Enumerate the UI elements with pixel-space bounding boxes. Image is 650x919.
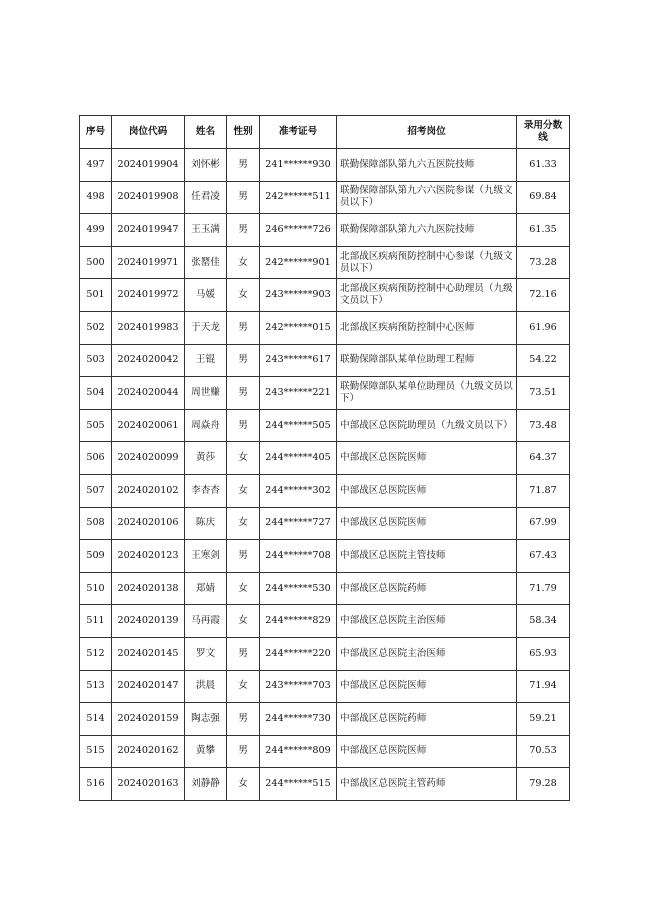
table-body (80, 149, 570, 801)
cell-position: 北部战区疾病预防控制中心参谋（九级文员以下） (337, 246, 517, 279)
cell-index: 500 (80, 246, 112, 279)
cell-post-code: 2024020159 (112, 703, 185, 736)
cell-gender: 男 (227, 735, 260, 768)
table-row (80, 507, 570, 540)
cell-gender: 女 (227, 246, 260, 279)
cell-index: 507 (80, 474, 112, 507)
cell-index: 514 (80, 703, 112, 736)
header-position: 招考岗位 (337, 116, 517, 149)
cell-position: 中部战区总医院助理员（九级文员以下） (337, 409, 517, 442)
table-row (80, 572, 570, 605)
cell-score: 61.96 (517, 311, 570, 344)
cell-post-code: 2024019947 (112, 214, 185, 247)
cell-score: 73.48 (517, 409, 570, 442)
cell-position: 中部战区总医院主管技师 (337, 540, 517, 573)
cell-score: 61.33 (517, 149, 570, 182)
cell-score: 73.51 (517, 377, 570, 410)
cell-position: 联勤保障部队某单位助理员（九级文员以下） (337, 377, 517, 410)
cell-name: 周世赚 (185, 377, 227, 410)
cell-score: 58.34 (517, 605, 570, 638)
cell-exam-id: 243******617 (260, 344, 337, 377)
cell-post-code: 2024020042 (112, 344, 185, 377)
cell-position: 中部战区总医院药师 (337, 703, 517, 736)
cell-name: 王寒剑 (185, 540, 227, 573)
cell-gender: 女 (227, 474, 260, 507)
cell-gender: 男 (227, 540, 260, 573)
cell-exam-id: 243******703 (260, 670, 337, 703)
cell-exam-id: 244******405 (260, 442, 337, 475)
cell-exam-id: 246******726 (260, 214, 337, 247)
cell-exam-id: 244******809 (260, 735, 337, 768)
cell-position: 中部战区总医院主治医师 (337, 605, 517, 638)
cell-exam-id: 244******505 (260, 409, 337, 442)
cell-name: 陈庆 (185, 507, 227, 540)
cell-gender: 女 (227, 507, 260, 540)
cell-post-code: 2024020061 (112, 409, 185, 442)
cell-gender: 女 (227, 442, 260, 475)
cell-index: 501 (80, 279, 112, 312)
cell-gender: 男 (227, 377, 260, 410)
cell-post-code: 2024019983 (112, 311, 185, 344)
cell-score: 79.28 (517, 768, 570, 801)
cell-index: 506 (80, 442, 112, 475)
table-row (80, 474, 570, 507)
cell-exam-id: 244******220 (260, 637, 337, 670)
cell-name: 任君凌 (185, 181, 227, 214)
cell-position: 中部战区总医院主治医师 (337, 637, 517, 670)
cell-score: 67.43 (517, 540, 570, 573)
cell-position: 中部战区总医院医师 (337, 670, 517, 703)
cell-position: 联勤保障部队某单位助理工程师 (337, 344, 517, 377)
results-table (79, 115, 570, 801)
cell-name: 于天龙 (185, 311, 227, 344)
table-row (80, 181, 570, 214)
header-exam-id: 准考证号 (260, 116, 337, 149)
header-name: 姓名 (185, 116, 227, 149)
cell-position: 中部战区总医院医师 (337, 442, 517, 475)
cell-name: 刘怀彬 (185, 149, 227, 182)
cell-position: 中部战区总医院医师 (337, 735, 517, 768)
cell-name: 周焱舟 (185, 409, 227, 442)
cell-gender: 男 (227, 149, 260, 182)
cell-post-code: 2024019904 (112, 149, 185, 182)
cell-name: 刘静静 (185, 768, 227, 801)
cell-exam-id: 242******901 (260, 246, 337, 279)
cell-exam-id: 242******015 (260, 311, 337, 344)
cell-gender: 男 (227, 214, 260, 247)
cell-post-code: 2024020163 (112, 768, 185, 801)
cell-exam-id: 244******727 (260, 507, 337, 540)
cell-name: 王玉满 (185, 214, 227, 247)
header-index: 序号 (80, 116, 112, 149)
cell-name: 黄攀 (185, 735, 227, 768)
cell-post-code: 2024020099 (112, 442, 185, 475)
cell-name: 黄莎 (185, 442, 227, 475)
cell-exam-id: 244******730 (260, 703, 337, 736)
cell-name: 洪晨 (185, 670, 227, 703)
table-row (80, 670, 570, 703)
cell-score: 59.21 (517, 703, 570, 736)
header-row (80, 116, 570, 149)
cell-gender: 女 (227, 279, 260, 312)
table-row (80, 442, 570, 475)
cell-score: 65.93 (517, 637, 570, 670)
cell-score: 71.94 (517, 670, 570, 703)
cell-exam-id: 244******515 (260, 768, 337, 801)
cell-gender: 女 (227, 605, 260, 638)
cell-position: 联勤保障部队第九六五医院技师 (337, 149, 517, 182)
table-row (80, 149, 570, 182)
cell-post-code: 2024019908 (112, 181, 185, 214)
cell-name: 王锟 (185, 344, 227, 377)
cell-post-code: 2024020106 (112, 507, 185, 540)
cell-name: 罗文 (185, 637, 227, 670)
cell-name: 李杏杏 (185, 474, 227, 507)
cell-score: 72.16 (517, 279, 570, 312)
table-row (80, 637, 570, 670)
cell-post-code: 2024020139 (112, 605, 185, 638)
cell-gender: 男 (227, 637, 260, 670)
cell-gender: 男 (227, 409, 260, 442)
cell-exam-id: 241******930 (260, 149, 337, 182)
cell-exam-id: 242******511 (260, 181, 337, 214)
table-row (80, 768, 570, 801)
cell-index: 498 (80, 181, 112, 214)
cell-index: 503 (80, 344, 112, 377)
cell-gender: 男 (227, 181, 260, 214)
cell-score: 69.84 (517, 181, 570, 214)
cell-exam-id: 244******302 (260, 474, 337, 507)
cell-gender: 男 (227, 311, 260, 344)
table-row (80, 540, 570, 573)
cell-index: 512 (80, 637, 112, 670)
cell-post-code: 2024019971 (112, 246, 185, 279)
cell-exam-id: 243******221 (260, 377, 337, 410)
cell-post-code: 2024019972 (112, 279, 185, 312)
cell-position: 中部战区总医院医师 (337, 474, 517, 507)
table-row (80, 214, 570, 247)
cell-exam-id: 243******903 (260, 279, 337, 312)
table-row (80, 279, 570, 312)
cell-position: 中部战区总医院医师 (337, 507, 517, 540)
cell-name: 张罂佳 (185, 246, 227, 279)
cell-position: 中部战区总医院主管药师 (337, 768, 517, 801)
header-gender: 性别 (227, 116, 260, 149)
cell-post-code: 2024020044 (112, 377, 185, 410)
header-post-code: 岗位代码 (112, 116, 185, 149)
cell-position: 北部战区疾病预防控制中心助理员（九级文员以下） (337, 279, 517, 312)
cell-gender: 女 (227, 768, 260, 801)
cell-name: 郑婧 (185, 572, 227, 605)
cell-exam-id: 244******829 (260, 605, 337, 638)
cell-exam-id: 244******530 (260, 572, 337, 605)
cell-index: 515 (80, 735, 112, 768)
cell-gender: 女 (227, 572, 260, 605)
table-row (80, 344, 570, 377)
cell-index: 505 (80, 409, 112, 442)
cell-score: 61.35 (517, 214, 570, 247)
cell-post-code: 2024020102 (112, 474, 185, 507)
table-row (80, 703, 570, 736)
cell-index: 508 (80, 507, 112, 540)
cell-score: 70.53 (517, 735, 570, 768)
cell-score: 73.28 (517, 246, 570, 279)
table-row (80, 605, 570, 638)
table-row (80, 377, 570, 410)
cell-index: 502 (80, 311, 112, 344)
cell-index: 510 (80, 572, 112, 605)
cell-position: 北部战区疾病预防控制中心医师 (337, 311, 517, 344)
header-score: 录用分数线 (517, 116, 570, 149)
cell-score: 71.79 (517, 572, 570, 605)
cell-index: 497 (80, 149, 112, 182)
cell-name: 马媛 (185, 279, 227, 312)
cell-post-code: 2024020147 (112, 670, 185, 703)
cell-index: 504 (80, 377, 112, 410)
table-row (80, 311, 570, 344)
cell-post-code: 2024020138 (112, 572, 185, 605)
cell-gender: 女 (227, 670, 260, 703)
cell-position: 联勤保障部队第九六六医院参谋（九级文员以下） (337, 181, 517, 214)
cell-score: 54.22 (517, 344, 570, 377)
table-row (80, 409, 570, 442)
cell-name: 马再霞 (185, 605, 227, 638)
cell-score: 64.37 (517, 442, 570, 475)
cell-index: 513 (80, 670, 112, 703)
cell-index: 499 (80, 214, 112, 247)
cell-position: 联勤保障部队第九六九医院技师 (337, 214, 517, 247)
cell-gender: 男 (227, 703, 260, 736)
cell-gender: 男 (227, 344, 260, 377)
cell-post-code: 2024020123 (112, 540, 185, 573)
table-row (80, 735, 570, 768)
table-row (80, 246, 570, 279)
cell-index: 509 (80, 540, 112, 573)
cell-index: 516 (80, 768, 112, 801)
cell-index: 511 (80, 605, 112, 638)
cell-position: 中部战区总医院药师 (337, 572, 517, 605)
cell-post-code: 2024020145 (112, 637, 185, 670)
cell-exam-id: 244******708 (260, 540, 337, 573)
cell-post-code: 2024020162 (112, 735, 185, 768)
cell-score: 71.87 (517, 474, 570, 507)
cell-score: 67.99 (517, 507, 570, 540)
cell-name: 陶志强 (185, 703, 227, 736)
table-header (80, 116, 570, 149)
